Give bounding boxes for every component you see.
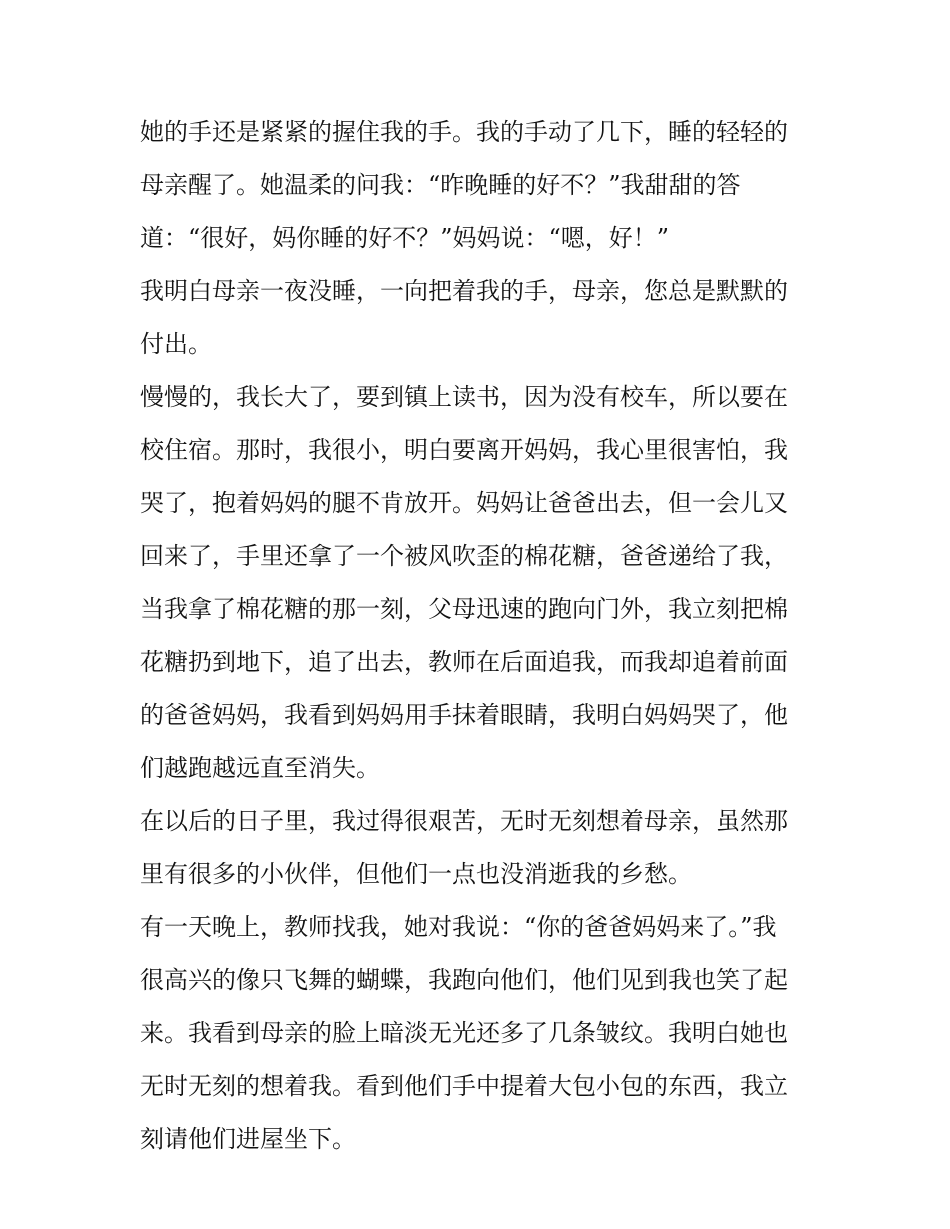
text-line: 哭了，抱着妈妈的腿不肯放开。妈妈让爸爸出去，但一会儿又 xyxy=(140,489,788,517)
text-line: 付出。 xyxy=(140,330,212,358)
text-line: 在以后的日子里，我过得很艰苦，无时无刻想着母亲，虽然那 xyxy=(140,807,788,835)
text-line: 有一天晚上，教师找我，她对我说：“你的爸爸妈妈来了。”我 xyxy=(140,913,777,941)
text-line: 我明白母亲一夜没睡，一向把着我的手，母亲，您总是默默的 xyxy=(140,277,788,305)
body-text xyxy=(140,106,820,1166)
text-line: 道：“很好，妈你睡的好不？”妈妈说：“嗯，好！” xyxy=(140,224,670,252)
text-line: 来。我看到母亲的脸上暗淡无光还多了几条皱纹。我明白她也 xyxy=(140,1019,788,1047)
text-line: 慢慢的，我长大了，要到镇上读书，因为没有校车，所以要在 xyxy=(140,383,788,411)
text-line: 校住宿。那时，我很小，明白要离开妈妈，我心里很害怕，我 xyxy=(140,436,788,464)
text-line: 们越跑越远直至消失。 xyxy=(140,754,380,782)
text-line: 很高兴的像只飞舞的蝴蝶，我跑向他们，他们见到我也笑了起 xyxy=(140,966,788,994)
text-line: 刻请他们进屋坐下。 xyxy=(140,1125,356,1153)
text-line: 她的手还是紧紧的握住我的手。我的手动了几下，睡的轻轻的 xyxy=(140,118,788,146)
text-line: 的爸爸妈妈，我看到妈妈用手抹着眼睛，我明白妈妈哭了，他 xyxy=(140,701,788,729)
text-line: 无时无刻的想着我。看到他们手中提着大包小包的东西，我立 xyxy=(140,1072,788,1100)
text-line: 里有很多的小伙伴，但他们一点也没消逝我的乡愁。 xyxy=(140,860,692,888)
text-line: 回来了，手里还拿了一个被风吹歪的棉花糖，爸爸递给了我， xyxy=(140,542,788,570)
text-line: 母亲醒了。她温柔的问我：“昨晚睡的好不？”我甜甜的答 xyxy=(140,171,741,199)
text-line: 当我拿了棉花糖的那一刻，父母迅速的跑向门外，我立刻把棉 xyxy=(140,595,788,623)
text-line: 花糖扔到地下，追了出去，教师在后面追我，而我却追着前面 xyxy=(140,648,788,676)
